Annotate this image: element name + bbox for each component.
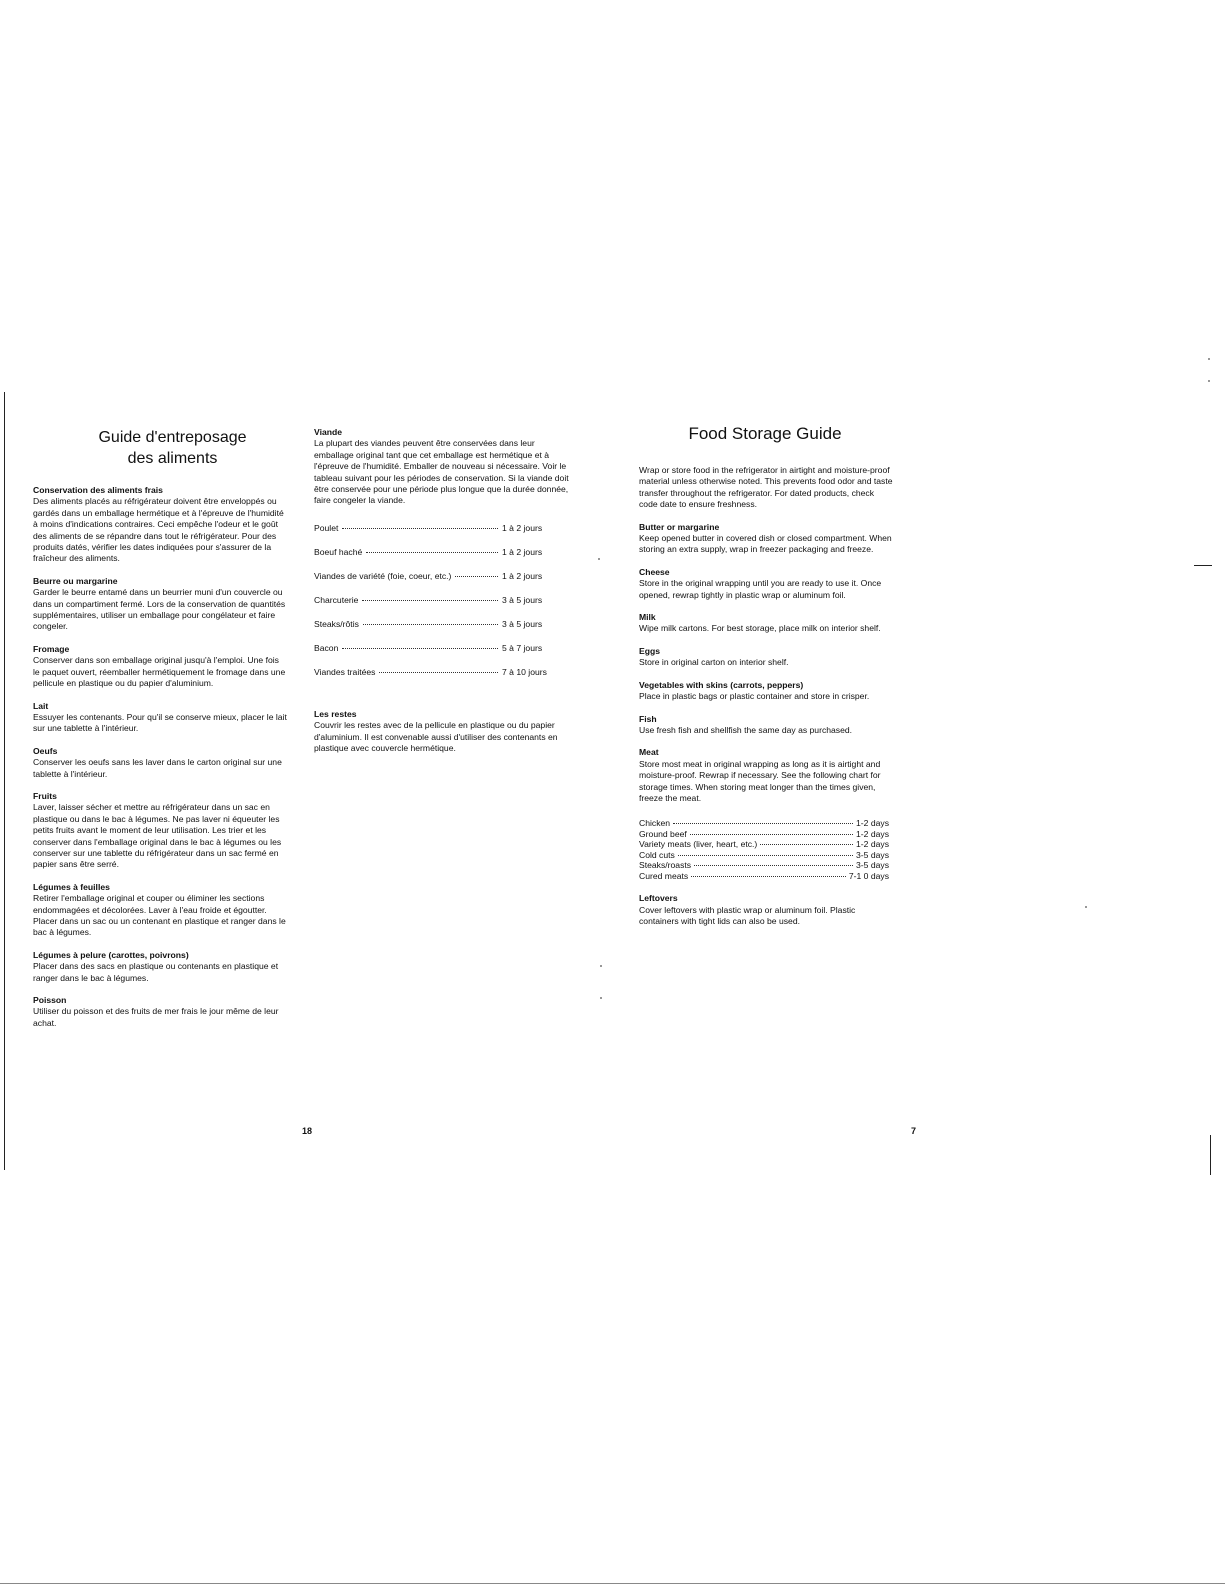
section-eggs [639, 646, 895, 669]
section-heading: Cheese [639, 566, 670, 577]
table-row [314, 619, 550, 643]
section-vegetables [639, 680, 895, 703]
table-row-value: 1 à 2 jours [502, 570, 543, 581]
section-body: Wipe milk cartons. For best storage, place milk on interior shelf. [639, 623, 881, 634]
section-heading: Conservation des aliments frais [33, 485, 163, 495]
intro-paragraph [639, 465, 895, 511]
section-beurre [33, 576, 287, 633]
table-row-name: Poulet [314, 522, 339, 533]
section-lait [33, 701, 287, 735]
section-heading: Fruits [33, 790, 57, 801]
french-title [60, 427, 285, 469]
section-body: Utiliser du poisson et des fruits de mer frais le jour même de leur achat. [33, 1006, 279, 1028]
section-body: Placer dans des sacs en plastique ou contenants en plastique et ranger dans le bac à légumes. [33, 961, 279, 983]
table-row-name: Chicken [639, 818, 671, 829]
table-row [639, 871, 889, 882]
section-legumes-pelure [33, 950, 287, 984]
scan-speck [1208, 358, 1210, 360]
scan-speck [598, 558, 600, 560]
page-number-right: 7 [911, 1126, 917, 1136]
table-row [314, 595, 550, 619]
table-row [639, 850, 889, 861]
table-row-name: Viandes de variété (foie, coeur, etc.) [314, 570, 452, 581]
table-row-name: Bacon [314, 642, 339, 653]
table-row-value: 3 à 5 jours [502, 618, 543, 629]
intro-body: Wrap or store food in the refrigerator in airtight and moisture-proof material unless otherwise noted. This prevents food odor and taste transfer throughout the refrigerator. For dated products, check code date to ensure freshness. [639, 465, 893, 510]
section-heading: Milk [639, 612, 656, 623]
section-body: Cover leftovers with plastic wrap or aluminum foil. Plastic containers with tight lids can also be used. [639, 904, 856, 927]
section-heading: Fromage [33, 643, 70, 654]
table-row [639, 839, 889, 850]
table-row-value: 3-5 days [856, 849, 889, 860]
table-row [639, 829, 889, 840]
table-row-value: 1 à 2 jours [502, 546, 543, 557]
leader-dots [690, 834, 853, 835]
table-row [314, 523, 550, 547]
table-row [639, 818, 889, 829]
english-column [639, 465, 895, 939]
section-heading: Vegetables with skins (carrots, peppers) [639, 679, 804, 690]
section-heading: Fish [639, 713, 657, 724]
section-conservation [33, 485, 287, 565]
section-heading: Eggs [639, 645, 661, 656]
table-row-value: 7-1 0 days [848, 870, 889, 881]
section-body: Laver, laisser sécher et mettre au réfrigérateur dans un sac en plastique ou dans le bac à légumes. Ne pas laver ni équeuter les petits fruits avant le moment de leur utilisation. Les trier et les conserver dans l'emballage original dans le bac à légumes ou les conserver sur une tablette du réfrigérateur dans un sac fermé en papier sans être serré. [33, 802, 282, 870]
restes-body: Couvrir les restes avec de la pellicule en plastique ou du papier d'aluminium. Il est convenable aussi d'utiliser des contenants en plastique avec couvercle hermétique. [314, 720, 558, 754]
restes-heading: Les restes [314, 708, 357, 719]
leader-dots [342, 528, 498, 529]
section-body: Use fresh fish and shellfish the same day as purchased. [639, 724, 853, 735]
section-body: Store in original carton on interior shelf. [639, 657, 789, 668]
table-row [314, 643, 550, 667]
table-row-value: 3-5 days [856, 860, 889, 871]
section-body: Conserver les oeufs sans les laver dans le carton original sur une tablette à l'intérieur. [33, 757, 282, 779]
table-row-name: Charcuterie [314, 594, 359, 605]
page-number-left: 18 [302, 1126, 313, 1136]
section-oeufs [33, 746, 287, 780]
french-left-column [33, 485, 287, 1040]
section-fish [639, 714, 895, 737]
scan-speck [600, 997, 602, 999]
section-heading: Lait [33, 700, 49, 711]
scan-speck [600, 965, 602, 967]
right-edge-rule [1210, 1135, 1211, 1175]
leader-dots [379, 672, 498, 673]
leader-dots [678, 855, 853, 856]
table-row-name: Cured meats [639, 870, 689, 881]
viande-storage-table [314, 523, 550, 691]
viande-heading: Viande [314, 427, 343, 437]
table-row-name: Steaks/rôtis [314, 618, 359, 629]
section-fromage [33, 644, 287, 690]
table-row-value: 7 à 10 jours [502, 666, 547, 677]
table-row-name: Steaks/roasts [639, 860, 692, 871]
meat-storage-table [639, 818, 889, 881]
section-heading: Légumes à feuilles [33, 881, 110, 892]
section-poisson [33, 995, 287, 1029]
section-heading: Légumes à pelure (carottes, poivrons) [33, 949, 189, 960]
section-body: Retirer l'emballage original et couper ou éliminer les sections endommagées et décolorées. Laver à l'eau froide et égoutter. Placer dans un sac ou un contenant en plastique et ranger dans le bac à légumes. [33, 893, 286, 938]
section-heading: Poisson [33, 995, 67, 1006]
section-cheese [639, 567, 895, 601]
leader-dots [366, 552, 498, 553]
table-row [639, 860, 889, 871]
leader-dots [455, 576, 498, 577]
leader-dots [691, 876, 846, 877]
table-row [314, 667, 550, 691]
table-row-value: 3 à 5 jours [502, 594, 543, 605]
table-row [314, 571, 550, 595]
table-row-value: 1-2 days [856, 828, 889, 839]
french-title-line-1: Guide d'entreposage [98, 429, 247, 446]
left-edge-rule [4, 392, 5, 1170]
section-body: Des aliments placés au réfrigérateur doivent être enveloppés ou gardés dans un emballage hermétique et à l'épreuve de l'humidité à moins d'indications contraires. Ceci empêche l'odeur et le goût des aliments de se répandre dans tout le réfrigérateur. Pour des produits datés, vérifier les dates indiquées pour s'assurer de la fraîcheur des aliments. [33, 496, 284, 564]
viande-body: La plupart des viandes peuvent être conservées dans leur emballage original tant que cet emballage est hermétique et à l'épreuve de l'humidité. Emballer de nouveau si nécessaire. Voir le tableau suivant pour les périodes de conservation. Si la viande doit être conservée pour une période plus longue que la durée donnée, faire congeler la viande. [314, 438, 569, 506]
section-heading: Beurre ou margarine [33, 575, 118, 586]
section-body: Place in plastic bags or plastic container and store in crisper. [639, 691, 870, 702]
leader-dots [363, 624, 498, 625]
table-row [314, 547, 550, 571]
bottom-edge-rule [0, 1583, 1225, 1584]
table-row-name: Cold cuts [639, 849, 675, 860]
table-row-name: Boeuf haché [314, 546, 363, 557]
leader-dots [362, 600, 498, 601]
leader-dots [342, 648, 498, 649]
leader-dots [760, 844, 853, 845]
leader-dots [673, 823, 853, 824]
section-body: Store in the original wrapping until you are ready to use it. Once opened, rewrap tightly in plastic wrap or aluminum foil. [639, 578, 882, 600]
table-row-value: 1 à 2 jours [502, 522, 543, 533]
table-row-value: 1-2 days [856, 839, 889, 850]
table-row-name: Ground beef [639, 828, 687, 839]
english-title: Food Storage Guide [688, 424, 842, 443]
right-edge-tick [1194, 565, 1212, 566]
section-leftovers [639, 893, 895, 927]
scan-speck [1208, 380, 1210, 382]
table-row-name: Viandes traitées [314, 666, 376, 677]
table-row-name: Variety meats (liver, heart, etc.) [639, 839, 758, 850]
section-butter [639, 522, 895, 556]
table-row-value: 5 à 7 jours [502, 642, 543, 653]
french-middle-column [314, 427, 570, 754]
section-heading: Leftovers [639, 893, 678, 904]
section-body: Conserver dans son emballage original jusqu'à l'emploi. Une fois le paquet ouvert, réemballer hermétiquement le fromage dans une pellicule en plastique ou du papier d'aluminium. [33, 655, 286, 689]
section-meat [639, 747, 895, 881]
section-body: Garder le beurre entamé dans un beurrier muni d'un couvercle ou dans un compartiment fermé. Lors de la conservation de quantités supplémentaires, utiliser un emballage pour congélateur et faire congeler. [33, 587, 286, 632]
section-fruits [33, 791, 287, 871]
section-milk [639, 612, 895, 635]
french-title-line-2: des aliments [127, 450, 218, 467]
section-heading: Butter or margarine [639, 521, 720, 532]
section-legumes-feuilles [33, 882, 287, 939]
leader-dots [694, 865, 853, 866]
table-row-value: 1-2 days [856, 818, 889, 829]
section-body: Essuyer les contenants. Pour qu'il se conserve mieux, placer le lait sur une tablette à l'intérieur. [33, 711, 287, 734]
scan-speck [1085, 906, 1087, 908]
section-body: Keep opened butter in covered dish or closed compartment. When storing an extra supply, wrap in freezer packaging and freeze. [639, 533, 892, 555]
section-heading: Oeufs [33, 745, 58, 756]
section-body: Store most meat in original wrapping as long as it is airtight and moisture-proof. Rewrap if necessary. See the following chart for storage times. When storing meat longer than the times given, freeze the meat. [639, 758, 881, 803]
section-heading: Meat [639, 747, 659, 758]
